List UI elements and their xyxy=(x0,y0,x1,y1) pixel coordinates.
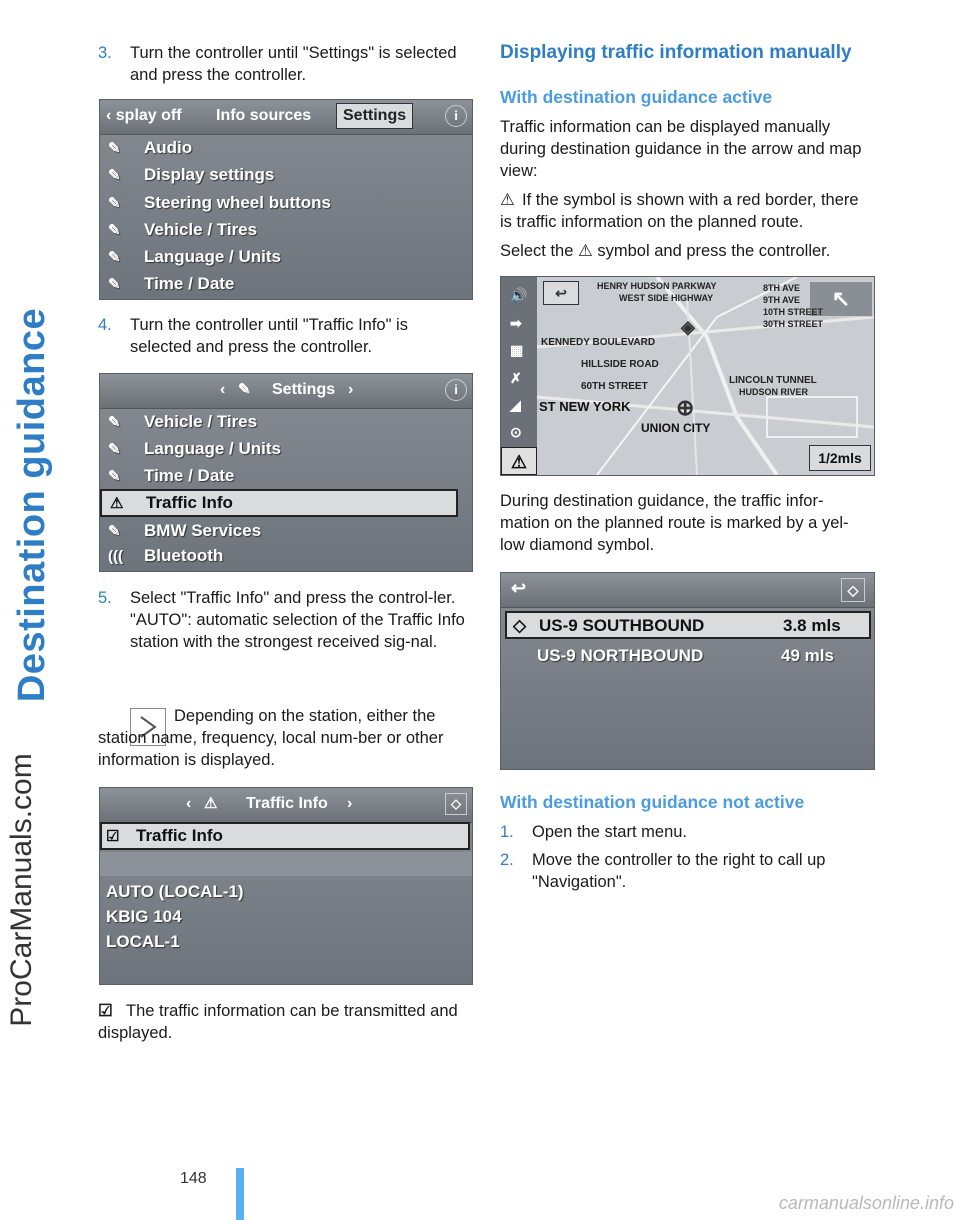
back-icon[interactable]: ↩ xyxy=(511,578,527,598)
right-arrow-icon[interactable]: › xyxy=(347,795,353,812)
speaker-icon[interactable]: 🔊 xyxy=(510,287,528,303)
traffic-info-screen xyxy=(99,787,473,985)
menu-item-audio[interactable]: ✎ Audio xyxy=(108,138,193,157)
arrow-view-icon[interactable]: ➡ xyxy=(510,315,522,331)
traffic-warning-icon[interactable]: ⚠ xyxy=(501,447,537,475)
checkbox-checked-icon: ☑ xyxy=(98,1002,113,1020)
bluetooth-icon: ((( xyxy=(108,547,123,565)
watermark: carmanualsonline.info xyxy=(778,1193,954,1213)
clock-icon: ✎ xyxy=(108,276,121,293)
services-icon: ✎ xyxy=(108,523,121,540)
step-5 xyxy=(98,587,468,653)
screen-topbar xyxy=(100,374,472,409)
traffic-row[interactable] xyxy=(505,643,871,671)
menu-item-bmw-services[interactable]: ✎ BMW Services xyxy=(108,521,262,540)
sidebar xyxy=(0,0,62,1220)
warning-icon: ⚠ xyxy=(110,495,124,512)
map-label: HENRY HUDSON PARKWAY xyxy=(597,281,717,291)
tab-settings[interactable]: Settings xyxy=(336,103,413,129)
display-icon: ✎ xyxy=(108,167,121,184)
step-number: 1. xyxy=(500,823,514,841)
menu-item-traffic-info-selected[interactable]: ⚠ Traffic Info xyxy=(100,489,458,517)
station-item[interactable]: KBIG 104 xyxy=(106,907,182,926)
map-label: UNION CITY xyxy=(641,421,711,435)
page-number: 148 xyxy=(180,1170,207,1187)
clock-icon: ✎ xyxy=(108,468,121,485)
step-text: Open the start menu. xyxy=(532,823,688,841)
audio-icon: ✎ xyxy=(108,140,121,157)
traffic-list-screen xyxy=(500,572,875,770)
road-name: US-9 SOUTHBOUND xyxy=(539,616,705,635)
step-text: Move the controller to the right to call up "Navigation". xyxy=(532,851,826,891)
right-arrow-icon[interactable]: › xyxy=(348,381,354,398)
note-text: Depending on the station, either the station name, frequency, local num-ber or other information is displayed. xyxy=(98,707,444,769)
section-title: Destination guidance xyxy=(11,307,53,703)
page-marker xyxy=(236,1168,244,1220)
map-label: 60TH STREET xyxy=(581,381,648,392)
map-label: WEST SIDE HIGHWAY xyxy=(619,293,714,303)
person-icon[interactable]: ✗ xyxy=(510,370,522,386)
step-number: 5. xyxy=(98,589,112,607)
tab-display-off[interactable]: ‹ splay off xyxy=(106,107,182,124)
traffic-diamond-icon: ◈ xyxy=(681,317,695,337)
options-icon[interactable]: ◇ xyxy=(445,793,467,815)
paragraph: During destination guidance, the traffic infor-mation on the planned route is marked by a yel-low diamond symbol. xyxy=(500,492,849,554)
info-icon[interactable]: i xyxy=(445,379,467,401)
step-text: Turn the controller until "Traffic Info" is selected and press the controller. xyxy=(130,316,408,356)
paragraph: ⚠ If the symbol is shown with a red border, there is traffic information on the planned route. xyxy=(500,191,859,231)
step-2 xyxy=(500,849,872,893)
map-label: KENNEDY BOULEVARD xyxy=(541,337,656,348)
traffic-info-selected-item[interactable]: ☑ Traffic Info xyxy=(100,822,470,850)
steering-icon: ✎ xyxy=(108,195,121,212)
warning-icon: ⚠ xyxy=(500,191,515,209)
step-1 xyxy=(500,821,872,843)
subsection-heading: With destination guidance active xyxy=(500,87,773,107)
screen-topbar xyxy=(100,788,472,823)
flag-icon: ✎ xyxy=(108,249,121,266)
road-name: US-9 NORTHBOUND xyxy=(537,646,704,665)
menu-item-time-date[interactable]: ✎ Time / Date xyxy=(108,466,235,485)
diamond-icon: ◇ xyxy=(513,616,527,635)
station-item[interactable]: LOCAL-1 xyxy=(106,932,180,951)
screen-topbar xyxy=(100,100,472,135)
settings-list-screen xyxy=(99,373,473,572)
info-icon[interactable]: i xyxy=(445,105,467,127)
step-4 xyxy=(98,314,468,358)
step-number: 3. xyxy=(98,44,112,62)
map-label: 30TH STREET xyxy=(763,319,824,329)
tab-info-sources[interactable]: Info sources xyxy=(216,107,312,124)
settings-screen xyxy=(99,99,473,300)
map-view[interactable] xyxy=(500,276,875,476)
car-icon: ✎ xyxy=(108,414,121,431)
step-text: Select "Traffic Info" and press the control-ler. xyxy=(130,589,456,607)
warning-icon: ⚠ xyxy=(204,795,218,812)
step-number: 2. xyxy=(500,851,514,869)
clock-icon[interactable]: ⊙ xyxy=(510,424,522,440)
step-3 xyxy=(98,42,468,86)
north-icon[interactable]: ◢ xyxy=(510,397,521,413)
site-name: ProCarManuals.com xyxy=(5,753,38,1027)
checkbox-checked-icon: ☑ xyxy=(106,828,120,845)
divider xyxy=(100,852,472,876)
subsection-heading: With destination guidance not active xyxy=(500,792,805,812)
station-item[interactable]: AUTO (LOCAL-1) xyxy=(106,882,244,901)
left-arrow-icon[interactable]: ‹ xyxy=(220,381,226,398)
menu-item-language-units[interactable]: ✎ Language / Units xyxy=(108,439,281,458)
vehicle-position-icon: ⊕ xyxy=(676,395,695,420)
flag-icon: ✎ xyxy=(108,441,121,458)
map-label: 9TH AVE xyxy=(763,295,801,305)
distance: 49 mls xyxy=(781,646,834,665)
car-icon: ✎ xyxy=(108,222,121,239)
map-label: 10TH STREET xyxy=(763,307,824,317)
left-arrow-icon[interactable]: ‹ xyxy=(186,795,192,812)
menu-item-vehicle-tires[interactable]: ✎ Vehicle / Tires xyxy=(108,220,258,239)
map-scale[interactable]: 1/2mls xyxy=(809,445,871,471)
screen-title: Settings xyxy=(272,381,336,398)
menu-item-vehicle-tires[interactable]: ✎ Vehicle / Tires xyxy=(108,412,258,431)
map-icon[interactable]: ▦ xyxy=(510,342,524,358)
section-heading: Displaying traffic information manually xyxy=(500,42,852,63)
traffic-row-selected[interactable] xyxy=(505,611,871,639)
menu-item-time-date[interactable]: ✎ Time / Date xyxy=(108,274,235,293)
car-icon: ✎ xyxy=(238,381,251,398)
map-label: HUDSON RIVER xyxy=(739,387,809,397)
map-toolbar xyxy=(501,277,537,475)
map-label: LINCOLN TUNNEL xyxy=(729,375,817,386)
screen-topbar xyxy=(501,573,874,608)
step-number: 4. xyxy=(98,316,112,334)
step-text: Turn the controller until "Settings" is selected and press the controller. xyxy=(130,44,457,84)
step-detail: "AUTO": automatic selection of the Traffic Info station with the strongest received sig-nal. xyxy=(130,611,465,651)
warning-icon: ⚠ xyxy=(577,242,593,260)
map-label: ST NEW YORK xyxy=(539,399,631,414)
options-icon[interactable]: ◇ xyxy=(841,578,865,602)
menu-item-display-settings[interactable]: ✎ Display settings xyxy=(108,165,275,184)
back-icon[interactable]: ↩ xyxy=(543,281,579,305)
screen-title: Traffic Info xyxy=(246,795,328,812)
menu-item-bluetooth[interactable]: ((( Bluetooth xyxy=(108,546,224,565)
map-label: HILLSIDE ROAD xyxy=(581,359,659,370)
paragraph: Select the ⚠ symbol and press the controller. xyxy=(500,242,831,260)
tail-paragraph: ☑ The traffic information can be transmitted and displayed. xyxy=(98,1002,458,1042)
map-label: 8TH AVE xyxy=(763,283,801,293)
paragraph: Traffic information can be displayed manually during destination guidance in the arrow and map view: xyxy=(500,118,862,180)
menu-item-steering-wheel-buttons[interactable]: ✎ Steering wheel buttons xyxy=(108,193,332,212)
distance: 3.8 mls xyxy=(783,616,841,635)
direction-arrow-icon: ↖ xyxy=(809,281,873,317)
menu-item-language-units[interactable]: ✎ Language / Units xyxy=(108,247,281,266)
